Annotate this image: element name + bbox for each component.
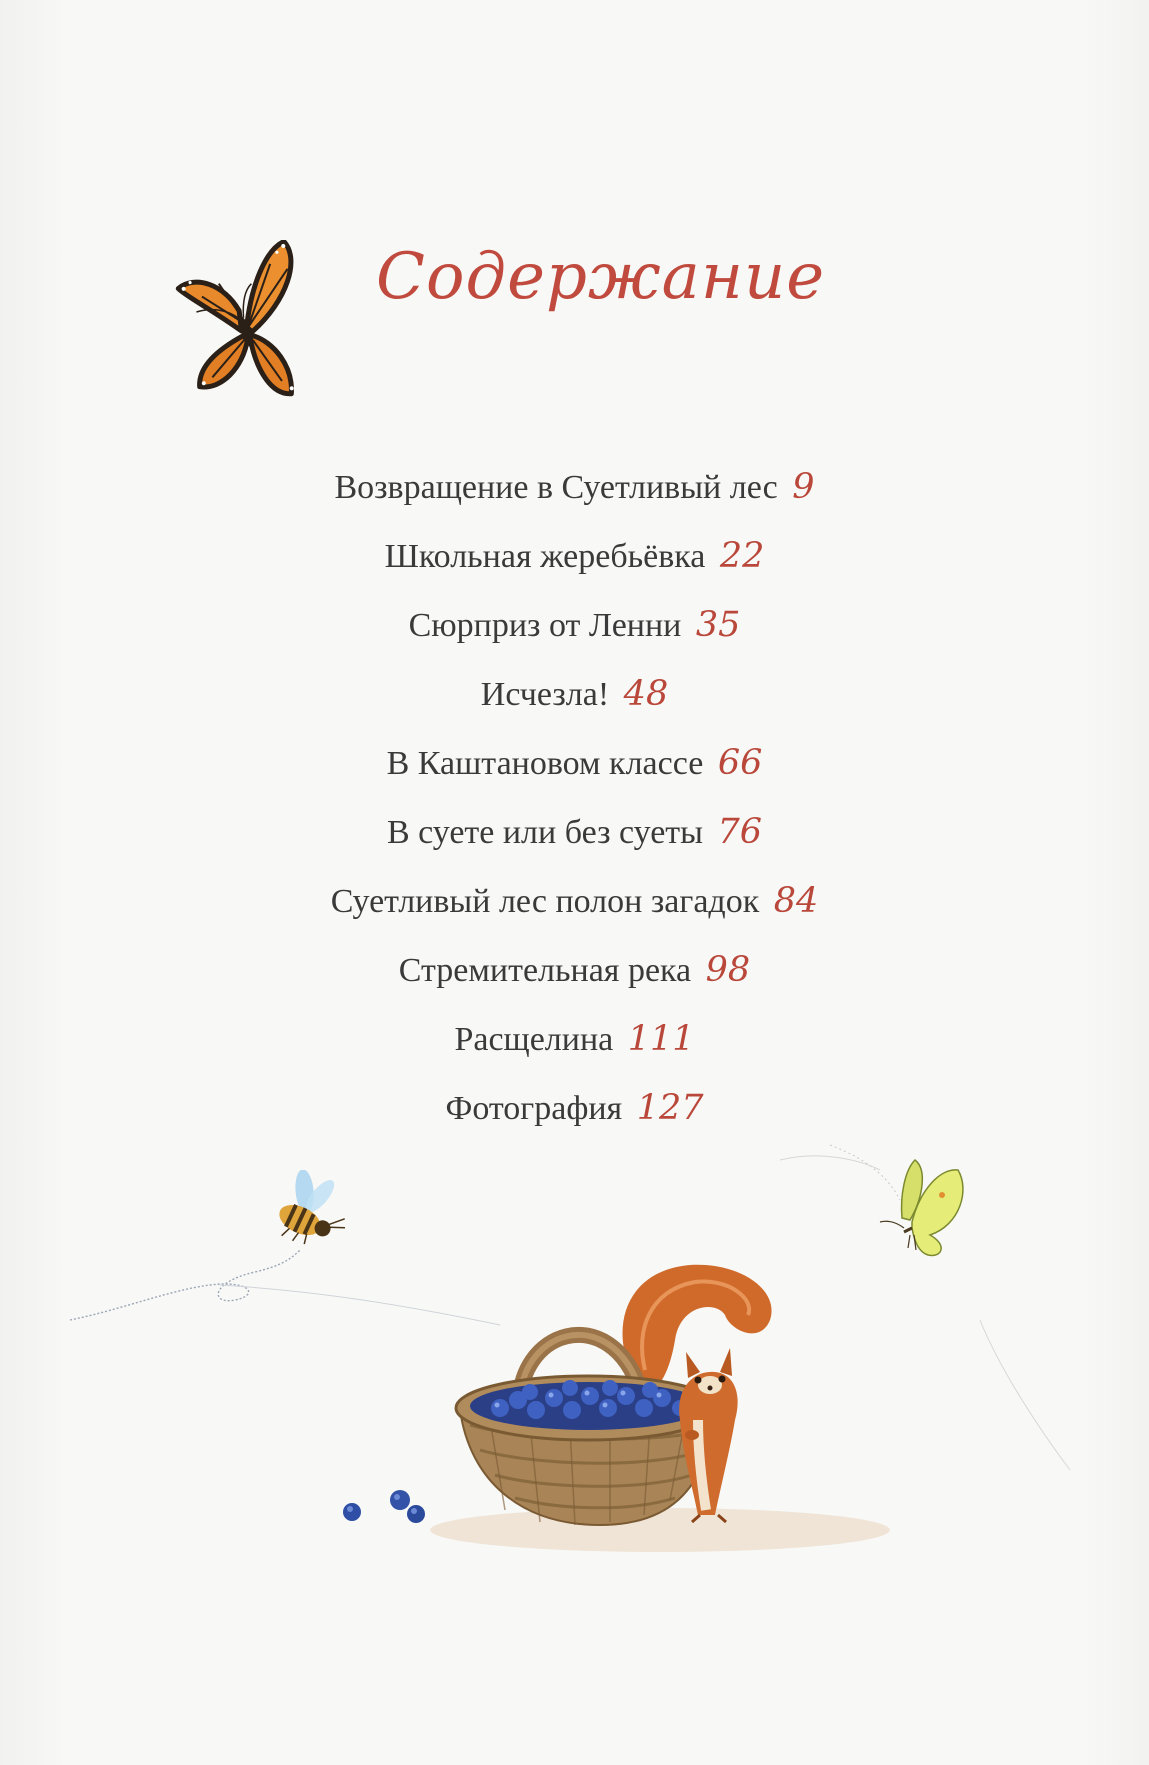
toc-entry-page: 127 xyxy=(636,1088,704,1128)
toc-entry-title: Исчезла! xyxy=(480,676,610,713)
toc-entry-page: 9 xyxy=(792,467,815,507)
toc-entry-title: Расщелина xyxy=(454,1021,614,1058)
toc-entry-page: 76 xyxy=(717,812,763,852)
toc-entry[interactable] xyxy=(0,807,1149,876)
toc-entry-title: В суете или без суеты xyxy=(386,814,703,851)
toc-entry-page: 98 xyxy=(705,950,751,990)
toc-entry[interactable] xyxy=(0,462,1149,531)
table-of-contents xyxy=(0,462,1149,1152)
monarch-butterfly-icon xyxy=(160,240,330,425)
toc-entry-page: 84 xyxy=(773,881,819,921)
toc-entry-page: 48 xyxy=(623,674,669,714)
toc-entry-title: Школьная жеребьёвка xyxy=(384,538,706,575)
toc-entry-page: 22 xyxy=(719,536,765,576)
toc-entry[interactable] xyxy=(0,600,1149,669)
basket-icon xyxy=(430,1260,910,1560)
toc-entry-title: Стремительная река xyxy=(398,952,692,989)
toc-entry-page: 111 xyxy=(627,1019,695,1059)
toc-entry[interactable] xyxy=(0,876,1149,945)
toc-entry[interactable] xyxy=(0,945,1149,1014)
page-title: Содержание xyxy=(376,240,826,314)
toc-entry-title: Возвращение в Суетливый лес xyxy=(334,469,778,506)
toc-entry[interactable] xyxy=(0,738,1149,807)
toc-entry[interactable] xyxy=(0,531,1149,600)
toc-entry[interactable] xyxy=(0,1014,1149,1083)
toc-entry-title: В Каштановом классе xyxy=(386,745,704,782)
toc-entry-title: Сюрприз от Ленни xyxy=(408,607,682,644)
toc-entry-page: 66 xyxy=(717,743,763,783)
toc-entry-page: 35 xyxy=(695,605,741,645)
toc-entry-title: Суетливый лес полон загадок xyxy=(330,883,760,920)
squirrel-icon xyxy=(679,1348,738,1522)
toc-entry[interactable] xyxy=(0,669,1149,738)
toc-entry-title: Фотография xyxy=(445,1090,623,1127)
